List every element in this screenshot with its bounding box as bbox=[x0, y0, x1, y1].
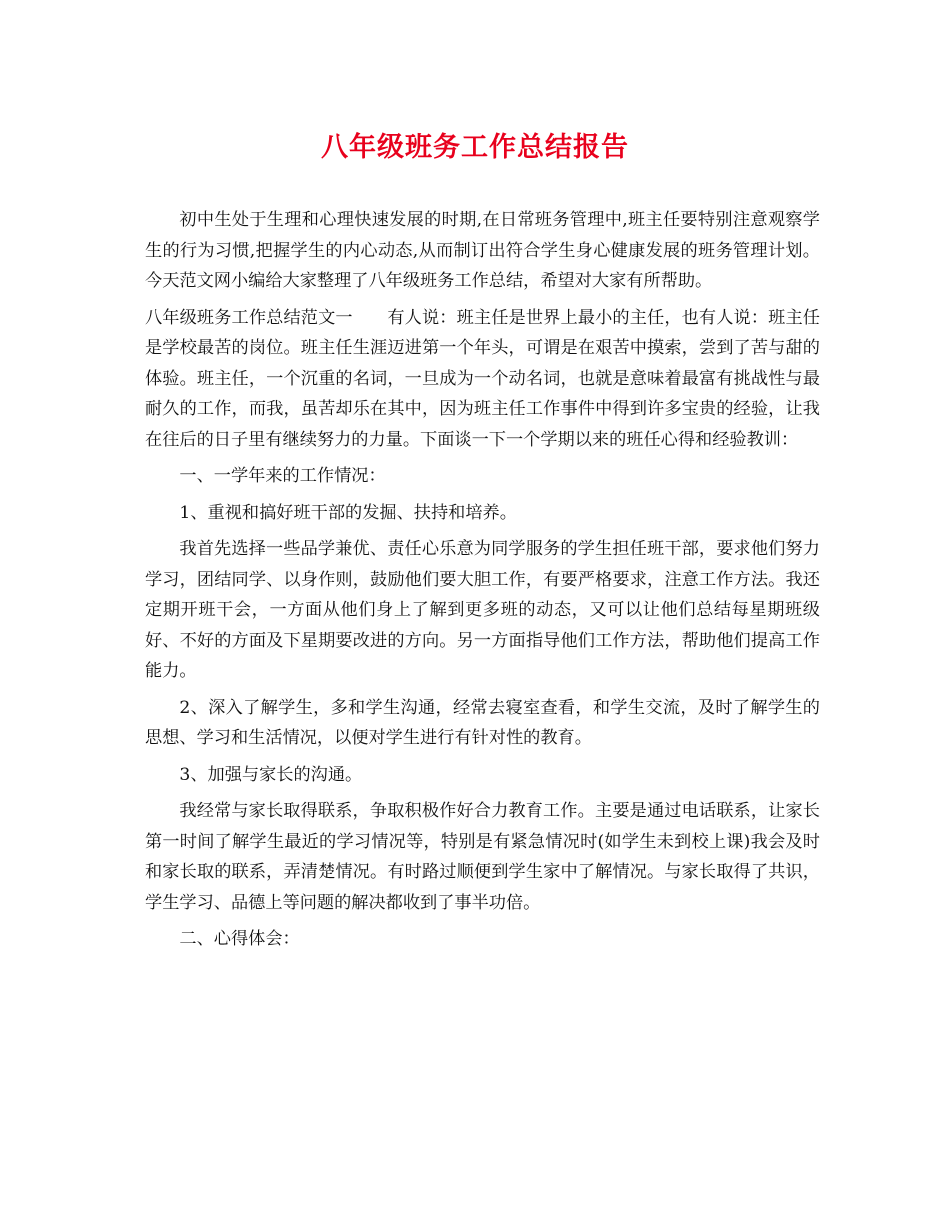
subheading-item-1: 1、重视和搞好班干部的发掘、扶持和培养。 bbox=[179, 502, 517, 523]
paragraph-item-1: 我首先选择一些品学兼优、责任心乐意为同学服务的学生担任班干部，要求他们努力学习，团结同学、以身作则，鼓励他们要大胆工作，有要严格要求，注意工作方法。我还定期开班干会，一方面从他们身上了解到更多班的动态，又可以让他们总结每星期班级好、不好的方面及下星期要改进的方向。另一方面指导他们工作方法，帮助他们提高工作能力。 bbox=[145, 539, 820, 681]
paragraph-item-3: 我经常与家长取得联系，争取积极作好合力教育工作。主要是通过电话联系，让家长第一时间了解学生最近的学习情况等，特别是有紧急情况时(如学生未到校上课)我会及时和家长取的联系，弄清楚情况。有时路过顺便到学生家中了解情况。与家长取得了共识，学生学习、品德上等问题的解决都收到了事半功倍。 bbox=[145, 801, 820, 913]
heading-section-two: 二、心得体会： bbox=[179, 929, 300, 949]
subheading-item-3: 3、加强与家长的沟通。 bbox=[179, 764, 363, 785]
paragraph-item-2: 2、深入了解学生，多和学生沟通，经常去寝室查看，和学生交流，及时了解学生的思想、学习和生活情况，以便对学生进行有针对性的教育。 bbox=[145, 697, 820, 748]
paragraph-sample-one: 八年级班务工作总结范文一 有人说：班主任是世界上最小的主任，也有人说：班主任是学校最苦的岗位。班主任生涯迈进第一个年头，可谓是在艰苦中摸索，尝到了苦与甜的体验。班主任，一个沉重的名词，一旦成为一个动名词，也就是意味着最富有挑战性与最耐久的工作，而我，虽苦却乐在其中，因为班主任工作事件中得到许多宝贵的经验，让我在往后的日子里有继续努力的力量。下面谈一下一个学期以来的班任心得和经验教训： bbox=[145, 307, 820, 450]
document-body bbox=[145, 205, 820, 961]
paragraph-intro: 初中生处于生理和心理快速发展的时期,在日常班务管理中,班主任要特别注意观察学生的行为习惯,把握学生的内心动态,从而制订出符合学生身心健康发展的班务管理计划。今天范文网小编给大家整理了八年级班务工作总结，希望对大家有所帮助。 bbox=[145, 210, 820, 291]
document-title: 八年级班务工作总结报告 bbox=[321, 132, 629, 163]
heading-section-one: 一、一学年来的工作情况： bbox=[179, 466, 386, 486]
